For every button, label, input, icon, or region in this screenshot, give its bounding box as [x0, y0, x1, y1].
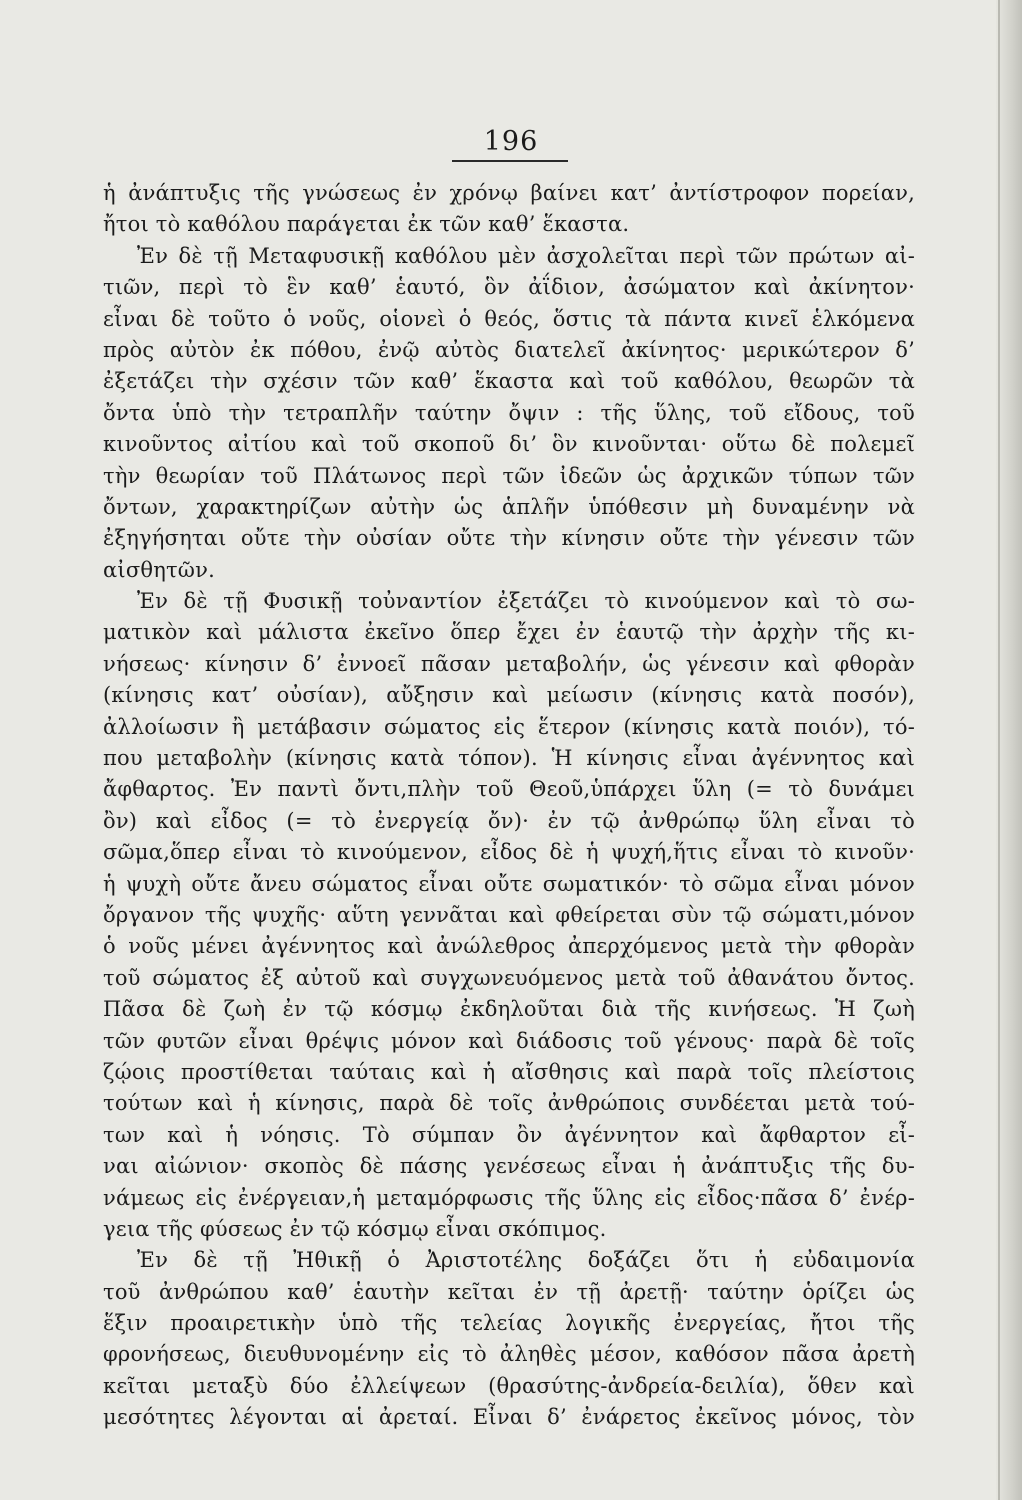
- text-line: τὴν θεωρίαν τοῦ Πλάτωνος περὶ τῶν ἰδεῶν ὡς ἀρχικῶν τύπων τῶν: [103, 463, 915, 488]
- text-line: ἡ ψυχὴ οὔτε ἄνευ σώματος εἶναι οὔτε σωματικόν· τὸ σῶμα εἶναι μόνον: [103, 871, 915, 896]
- text-line: Ἐν δὲ τῇ Ἠθικῇ ὁ Ἀριστοτέλης δοξάζει ὅτι ἡ εὐδαιμονία: [137, 1248, 915, 1273]
- text-line: ὄντων, χαρακτηρίζων αὐτὴν ὡς ἁπλῆν ὑπόθεσιν μὴ δυναμένην νὰ: [103, 494, 915, 519]
- binding-crease: [998, 0, 1000, 1500]
- text-line: ὄργανον τῆς ψυχῆς· αὕτη γεννᾶται καὶ φθείρεται σὺν τῷ σώματι,μόνον: [103, 902, 915, 927]
- text-line: ἄφθαρτος. Ἐν παντὶ ὄντι,πλὴν τοῦ Θεοῦ,ὑπάρχει ὕλη (= τὸ δυνάμει: [103, 777, 915, 802]
- text-line: τῶν φυτῶν εἶναι θρέψις μόνον καὶ διάδοσις τοῦ γένους· παρὰ δὲ τοῖς: [103, 1028, 915, 1053]
- text-line: ἡ ἀνάπτυξις τῆς γνώσεως ἐν χρόνῳ βαίνει κατ’ ἀντίστροφον πορείαν,: [103, 181, 915, 205]
- text-line: νάμεως εἰς ἐνέργειαν,ἡ μεταμόρφωσις τῆς ὕλης εἰς εἶδος·πᾶσα δ’ ἐνέρ-: [103, 1185, 915, 1210]
- text-line: αἰσθητῶν.: [103, 557, 215, 582]
- text-line: Ἐν δὲ τῇ Φυσικῇ τοὐναντίον ἐξετάζει τὸ κινούμενον καὶ τὸ σω-: [137, 589, 915, 614]
- text-line: που μεταβολὴν (κίνησις κατὰ τόπον). Ἡ κίνησις εἶναι ἀγέννητος καὶ: [103, 746, 915, 771]
- text-line: ἐξηγήσηται οὔτε τὴν οὐσίαν οὔτε τὴν κίνησιν οὔτε τὴν γένεσιν τῶν: [103, 526, 915, 551]
- text-line: (κίνησις κατ’ οὐσίαν), αὔξησιν καὶ μείωσιν (κίνησις κατὰ ποσόν),: [103, 683, 915, 708]
- page-number-rule: [452, 160, 568, 162]
- text-line: εἶναι δὲ τοῦτο ὁ νοῦς, οἱονεὶ ὁ θεός, ὅστις τὰ πάντα κινεῖ ἑλκόμενα: [103, 306, 915, 331]
- text-line: ἐξετάζει τὴν σχέσιν τῶν καθ’ ἕκαστα καὶ τοῦ καθόλου, θεωρῶν τὰ: [103, 369, 915, 394]
- text-line: ἕξιν προαιρετικὴν ὑπὸ τῆς τελείας λογικῆς ἐνεργείας, ἤτοι τῆς: [103, 1311, 915, 1336]
- text-line: ναι αἰώνιον· σκοπὸς δὲ πάσης γενέσεως εἶναι ἡ ἀνάπτυξις τῆς δυ-: [103, 1154, 915, 1179]
- text-line: κεῖται μεταξὺ δύο ἐλλείψεων (θρασύτης-ἀνδρεία-δειλία), ὅθεν καὶ: [103, 1373, 915, 1398]
- text-line: ἀλλοίωσιν ἢ μετάβασιν σώματος εἰς ἕτερον (κίνησις κατὰ ποιόν), τό-: [103, 714, 915, 739]
- text-line: μεσότητες λέγονται αἱ ἀρεταί. Εἶναι δ’ ἐνάρετος ἐκεῖνος μόνος, τὸν: [103, 1405, 915, 1430]
- text-line: τιῶν, περὶ τὸ ἓν καθ’ ἑαυτό, ὃν ἀΐδιον, ἀσώματον καὶ ἀκίνητον·: [103, 275, 915, 300]
- text-line: τούτων καὶ ἡ κίνησις, παρὰ δὲ τοῖς ἀνθρώποις συνδέεται μετὰ τού-: [103, 1091, 915, 1116]
- text-line: ὄντα ὑπὸ τὴν τετραπλῆν ταύτην ὄψιν : τῆς ὕλης, τοῦ εἴδους, τοῦ: [103, 400, 915, 425]
- text-line: σῶμα,ὅπερ εἶναι τὸ κινούμενον, εἶδος δὲ ἡ ψυχή,ἥτις εἶναι τὸ κινοῦν·: [103, 840, 915, 865]
- text-line: κινοῦντος αἰτίου καὶ τοῦ σκοποῦ δι’ ὃν κινοῦνται· οὕτω δὲ πολεμεῖ: [103, 432, 915, 457]
- text-line: ὁ νοῦς μένει ἀγέννητος καὶ ἀνώλεθρος ἀπερχόμενος μετὰ τὴν φθορὰν: [103, 934, 915, 959]
- body-text: [103, 178, 915, 1434]
- text-line: Πᾶσα δὲ ζωὴ ἐν τῷ κόσμῳ ἐκδηλοῦται διὰ τῆς κινήσεως. Ἡ ζωὴ: [103, 997, 915, 1022]
- text-line: πρὸς αὐτὸν ἐκ πόθου, ἐνῷ αὐτὸς διατελεῖ ἀκίνητος· μερικώτερον δ’: [103, 337, 915, 362]
- text-line: φρονήσεως, διευθυνομένην εἰς τὸ ἀληθὲς μέσον, καθόσον πᾶσα ἀρετὴ: [103, 1342, 915, 1367]
- text-line: ματικὸν καὶ μάλιστα ἐκεῖνο ὅπερ ἔχει ἐν ἑαυτῷ τὴν ἀρχὴν τῆς κι-: [103, 620, 915, 645]
- text-line: Ἐν δὲ τῇ Μεταφυσικῇ καθόλου μὲν ἀσχολεῖται περὶ τῶν πρώτων αἰ-: [137, 243, 915, 268]
- text-line: γεια τῆς φύσεως ἐν τῷ κόσμῳ εἶναι σκόπιμος.: [103, 1216, 607, 1241]
- page-number: 196: [483, 126, 539, 157]
- text-line: των καὶ ἡ νόησις. Τὸ σύμπαν ὂν ἀγέννητον καὶ ἄφθαρτον εἶ-: [103, 1122, 915, 1147]
- text-line: τοῦ ἀνθρώπου καθ’ ἑαυτὴν κεῖται ἐν τῇ ἀρετῇ· ταύτην ὁρίζει ὡς: [103, 1279, 915, 1304]
- text-line: τοῦ σώματος ἐξ αὐτοῦ καὶ συγχωνευόμενος μετὰ τοῦ ἀθανάτου ὄντος.: [103, 965, 915, 990]
- text-line: ζῴοις προστίθεται ταύταις καὶ ἡ αἴσθησις καὶ παρὰ τοῖς πλείστοις: [103, 1059, 915, 1084]
- text-line: νήσεως· κίνησιν δ’ ἐννοεῖ πᾶσαν μεταβολήν, ὡς γένεσιν καὶ φθορὰν: [103, 651, 915, 676]
- text-line: ὂν) καὶ εἶδος (= τὸ ἐνεργείᾳ ὄν)· ἐν τῷ ἀνθρώπῳ ὕλη εἶναι τὸ: [103, 808, 915, 833]
- text-line: ἤτοι τὸ καθόλου παράγεται ἐκ τῶν καθ’ ἕκαστα.: [103, 212, 630, 237]
